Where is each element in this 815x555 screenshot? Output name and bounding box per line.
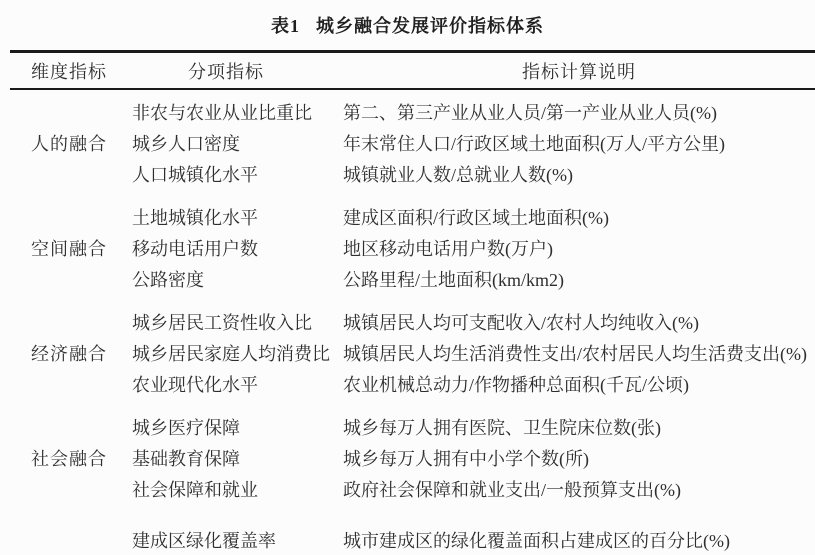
indicator-cell: 基础教育保障 xyxy=(132,448,240,469)
formula-cell: 城乡每万人拥有医院、卫生院床位数(张) xyxy=(343,417,661,438)
table-title xyxy=(0,0,815,50)
indicator-table xyxy=(10,50,815,555)
table-number: 表1 xyxy=(271,16,300,36)
dimension-cell: 社会融合 xyxy=(31,448,107,469)
table-row xyxy=(132,411,815,442)
table-row xyxy=(132,232,815,263)
formula-cell: 城镇居民人均生活消费性支出/农村居民人均生活费支出(%) xyxy=(343,343,807,364)
formula-cell: 地区移动电话用户数(万户) xyxy=(343,238,553,259)
table-row xyxy=(132,473,815,504)
table-row xyxy=(132,524,815,555)
indicator-cell: 移动电话用户数 xyxy=(132,238,258,259)
formula-cell: 建成区面积/行政区域土地面积(%) xyxy=(343,207,609,228)
formula-cell: 公路里程/土地面积(km/km2) xyxy=(343,269,564,290)
group-greening-row xyxy=(10,524,815,555)
table-row xyxy=(132,127,815,158)
table-header-row xyxy=(10,53,815,90)
table-row xyxy=(132,158,815,189)
indicator-cell: 土地城镇化水平 xyxy=(132,207,258,228)
indicator-cell: 公路密度 xyxy=(132,269,204,290)
formula-cell: 城乡每万人拥有中小学个数(所) xyxy=(343,448,589,469)
table-row xyxy=(132,263,815,294)
indicator-cell: 人口城镇化水平 xyxy=(132,164,258,185)
indicator-cell: 建成区绿化覆盖率 xyxy=(132,530,276,551)
header-calculation: 指标计算说明 xyxy=(522,61,636,82)
indicator-cell: 城乡医疗保障 xyxy=(132,417,240,438)
header-indicator: 分项指标 xyxy=(188,61,264,82)
group-space-integration xyxy=(10,195,815,300)
table-row xyxy=(132,201,815,232)
header-dimension: 维度指标 xyxy=(31,61,107,82)
table-row xyxy=(132,306,815,337)
formula-cell: 城镇就业人数/总就业人数(%) xyxy=(343,164,573,185)
table-title-text: 城乡融合发展评价指标体系 xyxy=(316,16,544,36)
formula-cell: 城镇居民人均可支配收入/农村人均纯收入(%) xyxy=(343,312,699,333)
formula-cell: 年末常住人口/行政区域土地面积(万人/平方公里) xyxy=(343,133,725,154)
indicator-cell: 农业现代化水平 xyxy=(132,374,258,395)
formula-cell: 城市建成区的绿化覆盖面积占建成区的百分比(%) xyxy=(343,530,730,551)
dimension-cell: 经济融合 xyxy=(31,343,107,364)
group-people-integration xyxy=(10,90,815,195)
dimension-cell: 空间融合 xyxy=(31,238,107,259)
table-row xyxy=(132,442,815,473)
indicator-cell: 社会保障和就业 xyxy=(132,479,258,500)
dimension-cell: 人的融合 xyxy=(31,133,107,154)
indicator-cell: 非农与农业从业比重比 xyxy=(132,102,312,123)
group-economic-integration xyxy=(10,300,815,405)
indicator-cell: 城乡居民家庭人均消费比 xyxy=(132,343,330,364)
indicator-cell: 城乡居民工资性收入比 xyxy=(132,312,312,333)
group-social-integration xyxy=(10,405,815,510)
table-row xyxy=(132,96,815,127)
table-row xyxy=(132,337,815,368)
formula-cell: 农业机械总动力/作物播种总面积(千瓦/公顷) xyxy=(343,374,689,395)
formula-cell: 政府社会保障和就业支出/一般预算支出(%) xyxy=(343,479,681,500)
formula-cell: 第二、第三产业从业人员/第一产业从业人员(%) xyxy=(343,102,717,123)
indicator-cell: 城乡人口密度 xyxy=(132,133,240,154)
table-row xyxy=(132,368,815,399)
